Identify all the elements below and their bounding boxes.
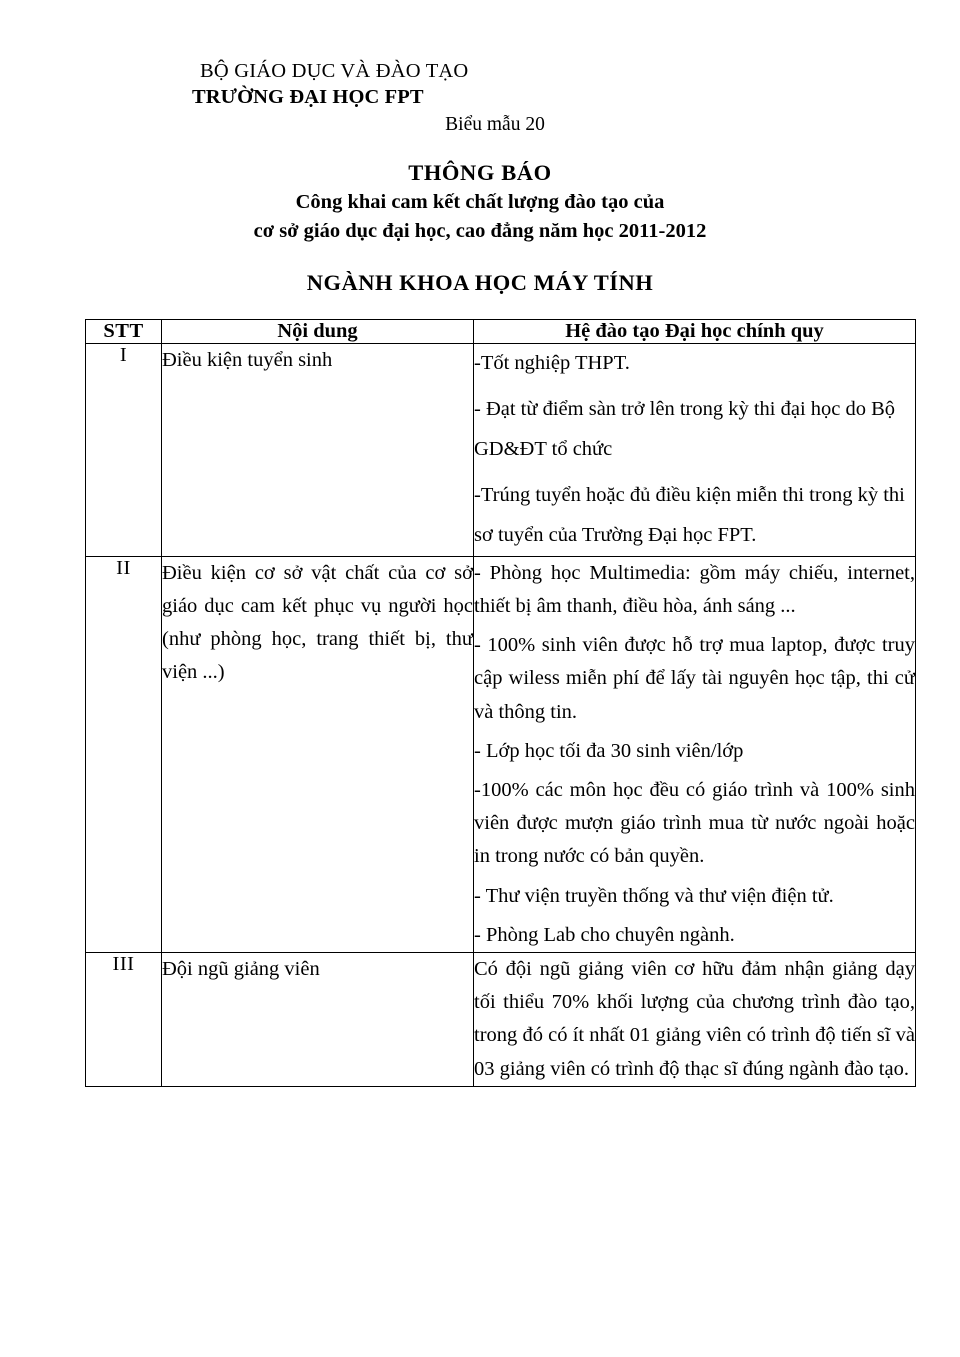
detail-line: - Lớp học tối đa 30 sinh viên/lớp [474,739,744,762]
row-content-detail [474,556,916,952]
column-header-stt: STT [86,319,162,343]
row-content-label [162,343,474,556]
document-subtitle-line2: cơ sở giáo dục đại học, cao đẳng năm học 2011-2012 [253,219,707,242]
row-label-text: Đội ngũ giảng viên [162,958,320,981]
detail-line: -100% các môn học đều có giáo trình và 100% sinh viên được mượn giáo trình mua từ nước ngoài hoặc in trong nước có bản quyền. [474,779,915,868]
commitment-table [85,319,916,1087]
major-name: NGÀNH KHOA HỌC MÁY TÍNH [306,269,654,295]
row-number: I [86,343,162,556]
form-number: Biểu mẫu 20 [445,114,545,136]
detail-line: Có đội ngũ giảng viên cơ hữu đảm nhận giảng dạy tối thiểu 70% khối lượng của chương trình đào tạo, trong đó có ít nhất 01 giảng viên có trình độ tiến sĩ và 03 giảng viên có trình độ thạc sĩ đúng ngành đào tạo. [474,958,915,1080]
column-header-noidung: Nội dung [162,319,474,343]
row-label-text: Điều kiện cơ sở vật chất của cơ sở giáo dục cam kết phục vụ người học (như phòng học, trang thiết bị, thư viện ...) [162,561,473,684]
detail-line: -Trúng tuyển hoặc đủ điều kiện miễn thi trong kỳ thi sơ tuyển của Trường Đại học FPT. [474,483,905,546]
table-row [86,343,916,556]
title-block [45,158,915,297]
document-header [192,58,915,110]
detail-line: - 100% sinh viên được hỗ trợ mua laptop, được truy cập wiless miễn phí để lấy tài nguyên học tập, thi cử và thông tin. [474,634,915,723]
row-content-label [162,953,474,1087]
row-content-label [162,556,474,952]
row-content-detail [474,343,916,556]
university-name: TRƯỜNG ĐẠI HỌC FPT [192,86,424,109]
ministry-name: BỘ GIÁO DỤC VÀ ĐÀO TẠO [200,60,469,82]
row-number: III [86,953,162,1087]
document-subtitle-line1: Công khai cam kết chất lượng đào tạo của [295,190,665,213]
row-label-text: Điều kiện tuyển sinh [162,348,333,371]
row-number: II [86,556,162,952]
detail-line: - Thư viện truyền thống và thư viện điện tử. [474,884,834,907]
detail-line: -Tốt nghiệp THPT. [474,351,630,374]
detail-line: - Phòng Lab cho chuyên ngành. [474,923,735,946]
table-row [86,953,916,1087]
detail-line: - Đạt từ điểm sàn trở lên trong kỳ thi đại học do Bộ GD&ĐT tổ chức [474,397,896,460]
table-header-row [86,319,916,343]
document-title: THÔNG BÁO [408,159,552,185]
column-header-he: Hệ đào tạo Đại học chính quy [474,319,916,343]
table-row [86,556,916,952]
row-content-detail [474,953,916,1087]
detail-line: - Phòng học Multimedia: gồm máy chiếu, internet, thiết bị âm thanh, điều hòa, ánh sáng ... [474,561,915,618]
